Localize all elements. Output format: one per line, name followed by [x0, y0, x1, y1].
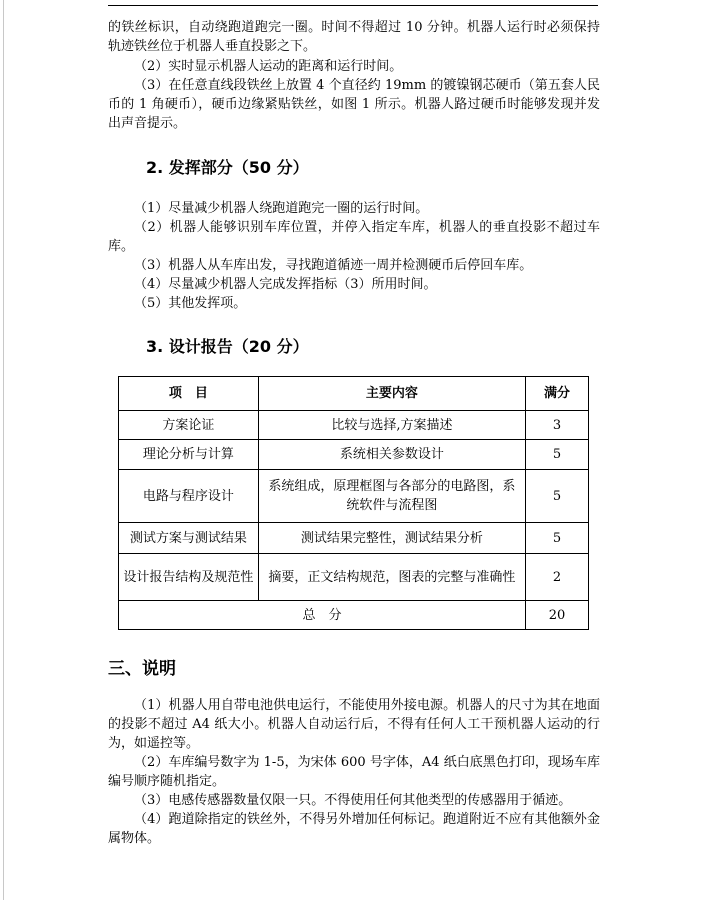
notes-item-4: （4）跑道除指定的铁丝外，不得另外增加任何标记。跑道附近不应有其他额外金属物体。: [108, 812, 600, 846]
table-cell-content: 比较与选择,方案描述: [258, 411, 525, 440]
intro-paragraph-1: 的铁丝标识，自动绕跑道跑完一圈。时间不得超过 10 分钟。机器人运行时必须保持轨迹铁丝位于机器人垂直投影之下。: [108, 20, 600, 54]
table-cell-score: 3: [526, 411, 589, 440]
table-cell-content: 摘要，正文结构规范，图表的完整与准确性: [258, 554, 525, 601]
table-cell-score: 5: [526, 470, 589, 523]
intro-paragraph-2: （2）实时显示机器人运动的距离和运行时间。: [134, 59, 403, 74]
table-row: [119, 440, 589, 470]
extend-item-2: （2）机器人能够识别车库位置，并停入指定车库，机器人的垂直投影不超过车库。: [108, 220, 600, 254]
table-row: [119, 470, 589, 523]
table-cell-score: 5: [526, 440, 589, 470]
table-cell-content: 系统相关参数设计: [258, 440, 525, 470]
extend-item-3: （3）机器人从车库出发，寻找跑道循迹一周并检测硬币后停回车库。: [134, 258, 533, 273]
table-row: [119, 411, 589, 440]
table-cell-score: 2: [526, 554, 589, 601]
notes-title: 三、说明: [108, 659, 176, 679]
table-header-row: [119, 377, 589, 411]
table-cell-item: 电路与程序设计: [119, 470, 259, 523]
notes-item-2: （2）车库编号数字为 1-5，为宋体 600 号字体，A4 纸白底黑色打印，现场车库编号顺序随机指定。: [108, 755, 600, 789]
table-cell-item: 测试方案与测试结果: [119, 523, 259, 554]
table-total-score: 20: [526, 601, 589, 630]
table-header-content: 主要内容: [258, 377, 525, 411]
page-left-edge: [3, 0, 4, 900]
notes-item-3: （3）电感传感器数量仅限一只。不得使用任何其他类型的传感器用于循迹。: [134, 793, 572, 808]
table-cell-score: 5: [526, 523, 589, 554]
table-cell-content: 测试结果完整性，测试结果分析: [258, 523, 525, 554]
notes-item-1: （1）机器人用自带电池供电运行，不能使用外接电源。机器人的尺寸为其在地面的投影不超过 A4 纸大小。机器人自动运行后，不得有任何人工干预机器人运动的行为，如遥控等。: [108, 698, 600, 751]
header-rule: [108, 5, 598, 6]
extend-item-1: （1）尽量减少机器人绕跑道跑完一圈的运行时间。: [134, 201, 429, 216]
intro-paragraph-3: （3）在任意直线段铁丝上放置 4 个直径约 19mm 的镀镍钢芯硬币（第五套人民币的 1 角硬币），硬币边缘紧贴铁丝，如图 1 所示。机器人路过硬币时能够发现并发出声音提示。: [108, 78, 600, 131]
table-total-row: [119, 601, 589, 630]
extend-item-5: （5）其他发挥项。: [134, 296, 247, 311]
table-header-item: 项 目: [119, 377, 259, 411]
extend-heading: 2. 发挥部分（50 分）: [146, 158, 309, 177]
table-header-score: 满分: [526, 377, 589, 411]
table-cell-item: 设计报告结构及规范性: [119, 554, 259, 601]
table-cell-item: 方案论证: [119, 411, 259, 440]
table-row: [119, 554, 589, 601]
report-score-table: [118, 376, 589, 630]
table-cell-content: 系统组成，原理框图与各部分的电路图，系统软件与流程图: [258, 470, 525, 523]
report-heading: 3. 设计报告（20 分）: [146, 337, 309, 356]
table-cell-item: 理论分析与计算: [119, 440, 259, 470]
table-row: [119, 523, 589, 554]
table-total-label: 总 分: [119, 601, 526, 630]
extend-item-4: （4）尽量减少机器人完成发挥指标（3）所用时间。: [134, 277, 437, 292]
